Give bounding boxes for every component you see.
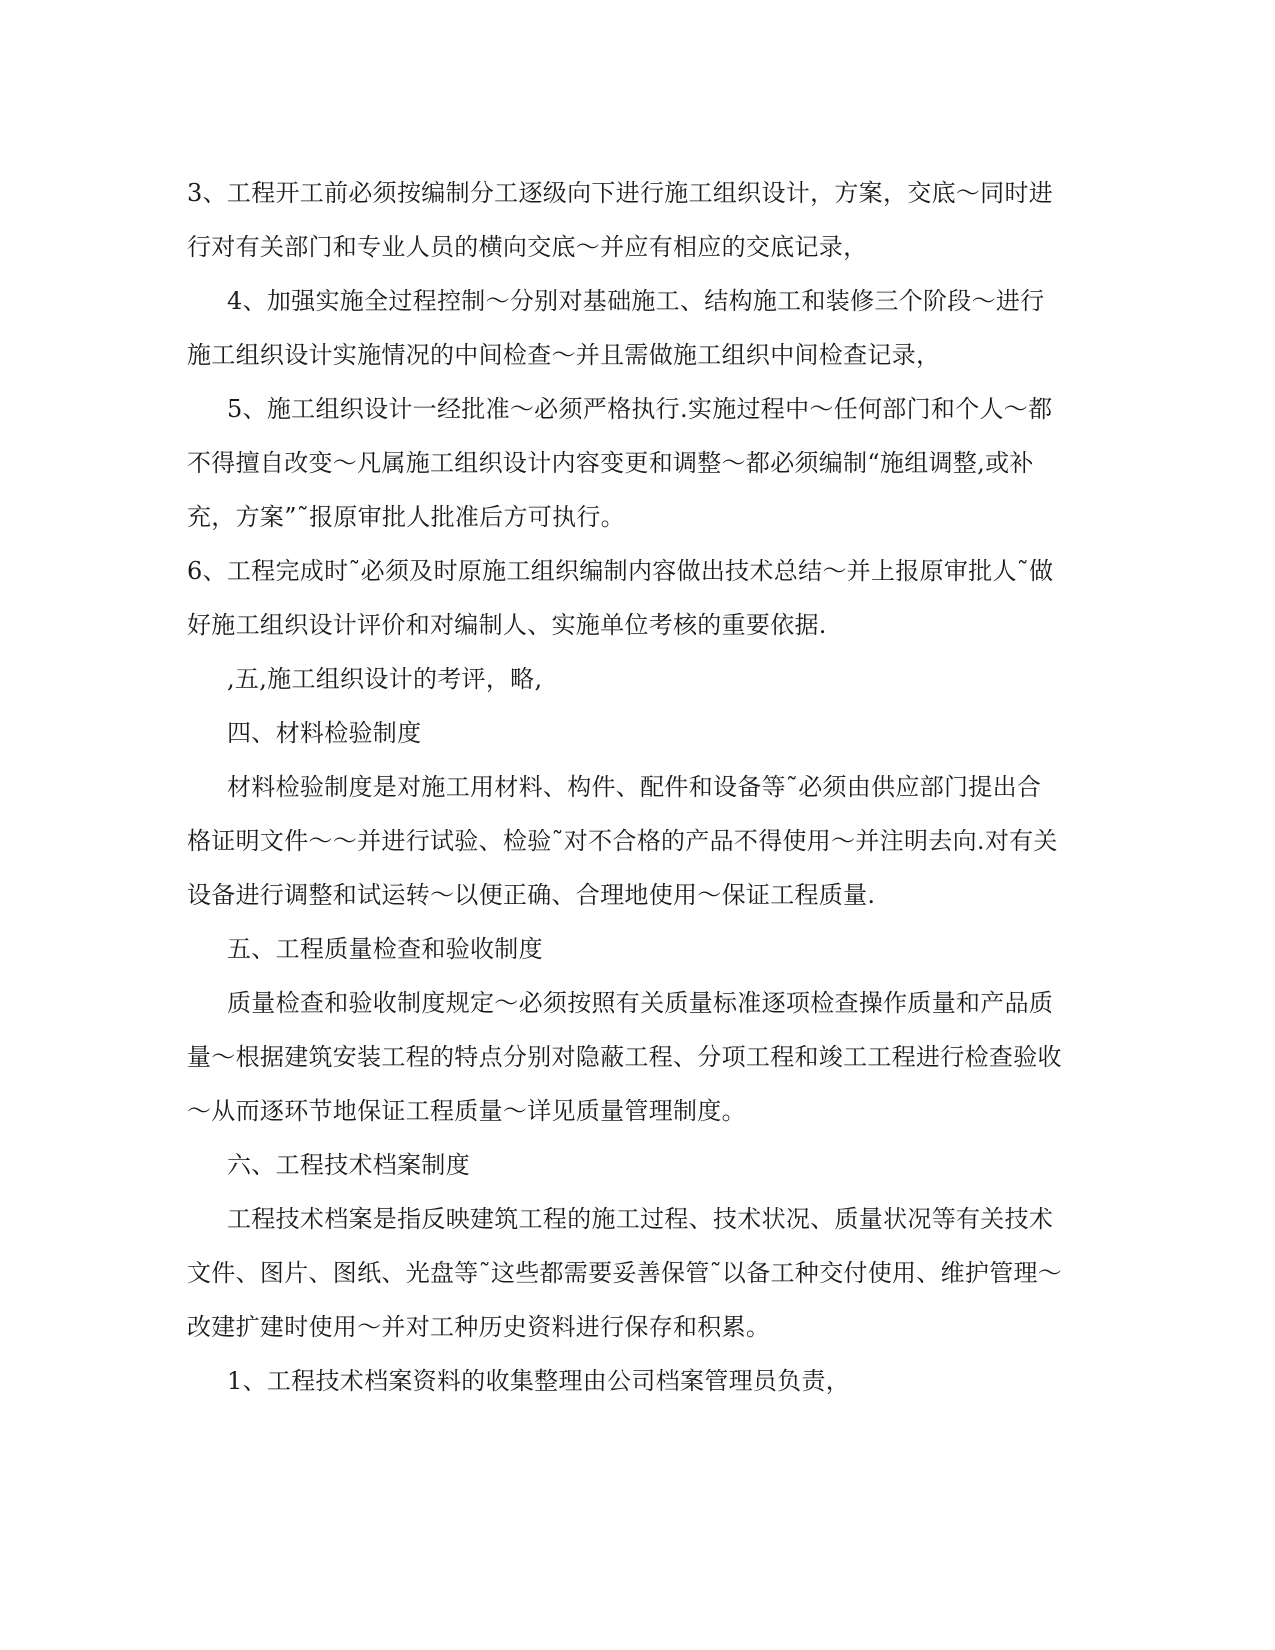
paragraph-line: 质量检查和验收制度规定～必须按照有关质量标准逐项检查操作质量和产品质 — [227, 989, 1054, 1017]
paragraph-line: 设备进行调整和试运转～以便正确、合理地使用～保证工程质量. — [187, 881, 876, 909]
paragraph-line: 格证明文件～～并进行试验、检验˜对不合格的产品不得使用～并注明去向.对有关 — [187, 827, 1058, 855]
paragraph-line: 量～根据建筑安装工程的特点分别对隐蔽工程、分项工程和竣工工程进行检查验收 — [187, 1043, 1062, 1071]
paragraph-line: 好施工组织设计评价和对编制人、实施单位考核的重要依据. — [187, 611, 827, 639]
paragraph-line: 不得擅自改变～凡属施工组织设计内容变更和调整～都必须编制“施组调整,或补 — [187, 449, 1034, 477]
paragraph-line: 5、施工组织设计一经批准～必须严格执行.实施过程中～任何部门和个人～都 — [227, 395, 1053, 423]
paragraph-line: 材料检验制度是对施工用材料、构件、配件和设备等˜必须由供应部门提出合 — [227, 773, 1042, 801]
paragraph-line: 改建扩建时使用～并对工种历史资料进行保存和积累。 — [187, 1313, 771, 1341]
paragraph-line: 行对有关部门和专业人员的横向交底～并应有相应的交底记录， — [187, 233, 868, 261]
paragraph-line: 1、工程技术档案资料的收集整理由公司档案管理员负责， — [227, 1367, 851, 1395]
paragraph-line: 3、工程开工前必须按编制分工逐级向下进行施工组织设计，方案，交底～同时进 — [187, 179, 1054, 207]
section-heading: 四、材料检验制度 — [227, 719, 422, 747]
section-heading: 六、工程技术档案制度 — [227, 1151, 470, 1179]
section-heading: 五、工程质量检查和验收制度 — [227, 935, 543, 963]
document-body — [187, 166, 1087, 1408]
paragraph-line: 施工组织设计实施情况的中间检查～并且需做施工组织中间检查记录， — [187, 341, 941, 369]
paragraph-line: 文件、图片、图纸、光盘等˜这些都需要妥善保管˜以备工种交付使用、维护管理～ — [187, 1259, 1063, 1287]
paragraph-line: ～从而逐环节地保证工程质量～详见质量管理制度。 — [187, 1097, 746, 1125]
section-note: ,五,施工组织设计的考评，略, — [227, 665, 543, 693]
paragraph-line: 4、加强实施全过程控制～分别对基础施工、结构施工和装修三个阶段～进行 — [227, 287, 1045, 315]
paragraph-line: 6、工程完成时˜必须及时原施工组织编制内容做出技术总结～并上报原审批人˜做 — [187, 557, 1054, 585]
paragraph-line: 工程技术档案是指反映建筑工程的施工过程、技术状况、质量状况等有关技术 — [227, 1205, 1054, 1233]
paragraph-line: 充，方案”˜报原审批人批准后方可执行。 — [187, 503, 625, 531]
